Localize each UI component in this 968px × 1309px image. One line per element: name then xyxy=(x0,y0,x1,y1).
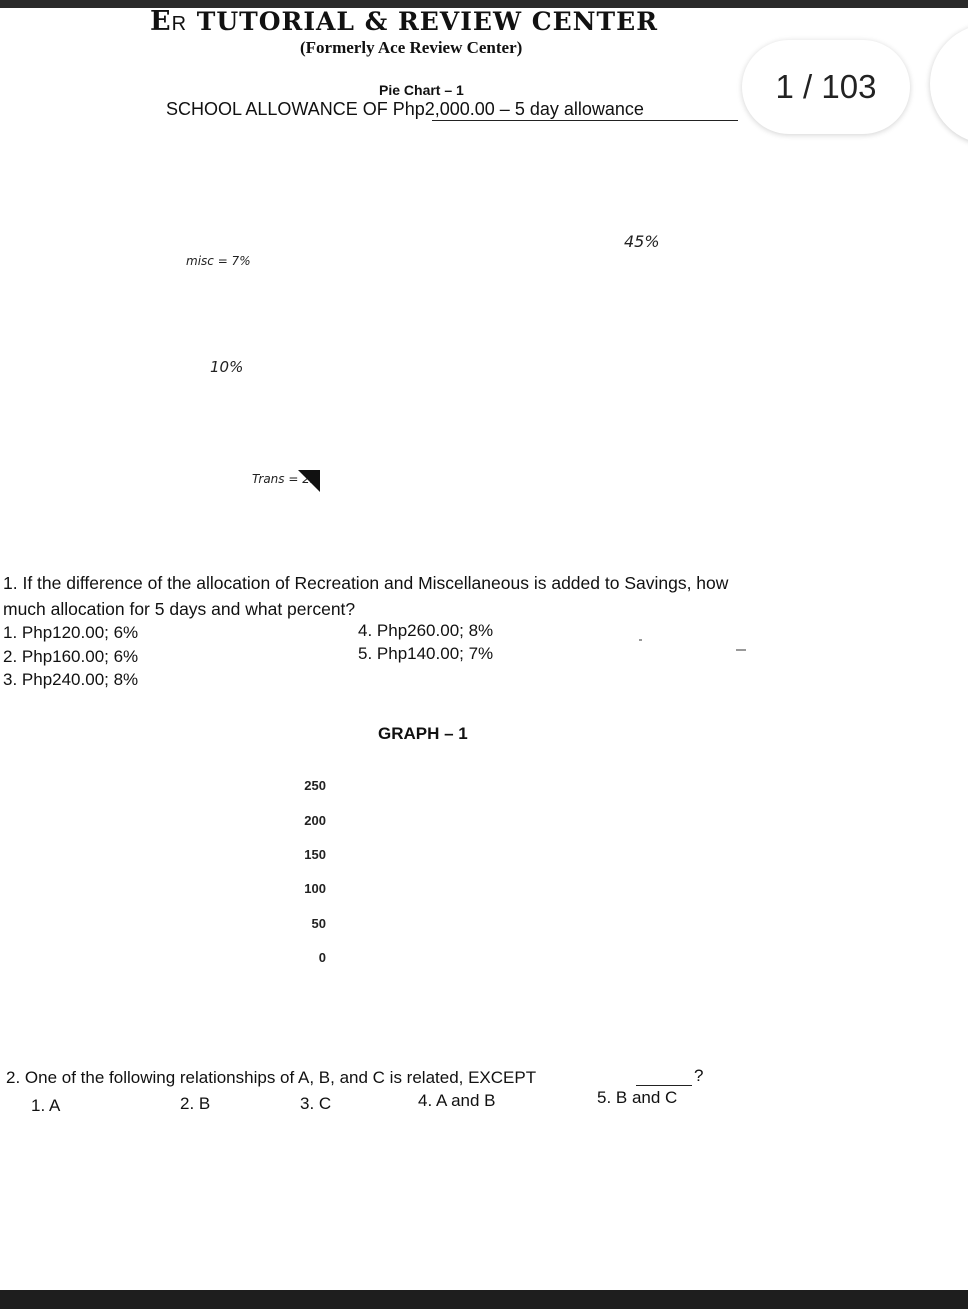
q2-option-1: 1. A xyxy=(31,1096,61,1115)
q1-option-4: 4. Php260.00; 8% xyxy=(358,621,494,640)
handwritten-10-percent: 10% xyxy=(210,358,244,376)
bottom-bar xyxy=(0,1290,968,1309)
q2-option-3: 3. C xyxy=(300,1094,332,1113)
subtitle-underline xyxy=(432,120,738,121)
handwritten-45-percent: 45% xyxy=(624,232,660,251)
center-name: TUTORIAL & REVIEW CENTER xyxy=(196,7,658,36)
y-tick-250: 250 xyxy=(304,778,326,793)
logo-r: R xyxy=(171,13,188,35)
y-tick-0: 0 xyxy=(318,950,326,965)
q2-option-2: 2. B xyxy=(180,1094,211,1113)
y-tick-150: 150 xyxy=(304,847,326,862)
q1-option-1: 1. Php120.00; 6% xyxy=(3,623,139,642)
handwritten-misc: misc = 7% xyxy=(186,254,251,268)
answer-blank xyxy=(636,1085,692,1086)
q1-option-3: 3. Php240.00; 8% xyxy=(3,670,139,689)
page-indicator-text: 1 / 103 xyxy=(775,68,877,105)
scan-speck xyxy=(736,649,746,651)
question-1-line-1: 1. If the difference of the allocation of Recreation and Miscellaneous is added to Savings, how xyxy=(3,573,729,593)
handwritten-trans: Trans = 25 xyxy=(252,472,318,486)
review-center-logo xyxy=(150,6,658,37)
y-tick-200: 200 xyxy=(304,813,326,828)
next-page-button[interactable] xyxy=(930,24,968,144)
q2-option-5: 5. B and C xyxy=(597,1088,678,1107)
black-triangle-mark xyxy=(298,470,320,492)
q2-option-4: 4. A and B xyxy=(418,1091,496,1110)
pie-chart-subtitle: SCHOOL ALLOWANCE OF Php2,000.00 – 5 day allowance xyxy=(166,99,644,119)
q1-option-2: 2. Php160.00; 6% xyxy=(3,647,139,666)
question-1-line-2: much allocation for 5 days and what percent? xyxy=(3,599,356,619)
question-2-text: 2. One of the following relationships of A, B, and C is related, EXCEPT xyxy=(6,1068,537,1087)
scan-speck xyxy=(639,639,642,641)
logo-initial: E xyxy=(150,6,172,37)
y-tick-100: 100 xyxy=(304,881,326,896)
formerly-subheader: (Formerly Ace Review Center) xyxy=(300,38,523,57)
page-indicator xyxy=(742,40,910,134)
q1-option-5: 5. Php140.00; 7% xyxy=(358,644,494,663)
y-tick-50: 50 xyxy=(311,916,326,931)
pie-chart-title: Pie Chart – 1 xyxy=(379,82,464,98)
question-2-mark: ? xyxy=(694,1066,704,1085)
graph-title: GRAPH – 1 xyxy=(378,724,468,743)
